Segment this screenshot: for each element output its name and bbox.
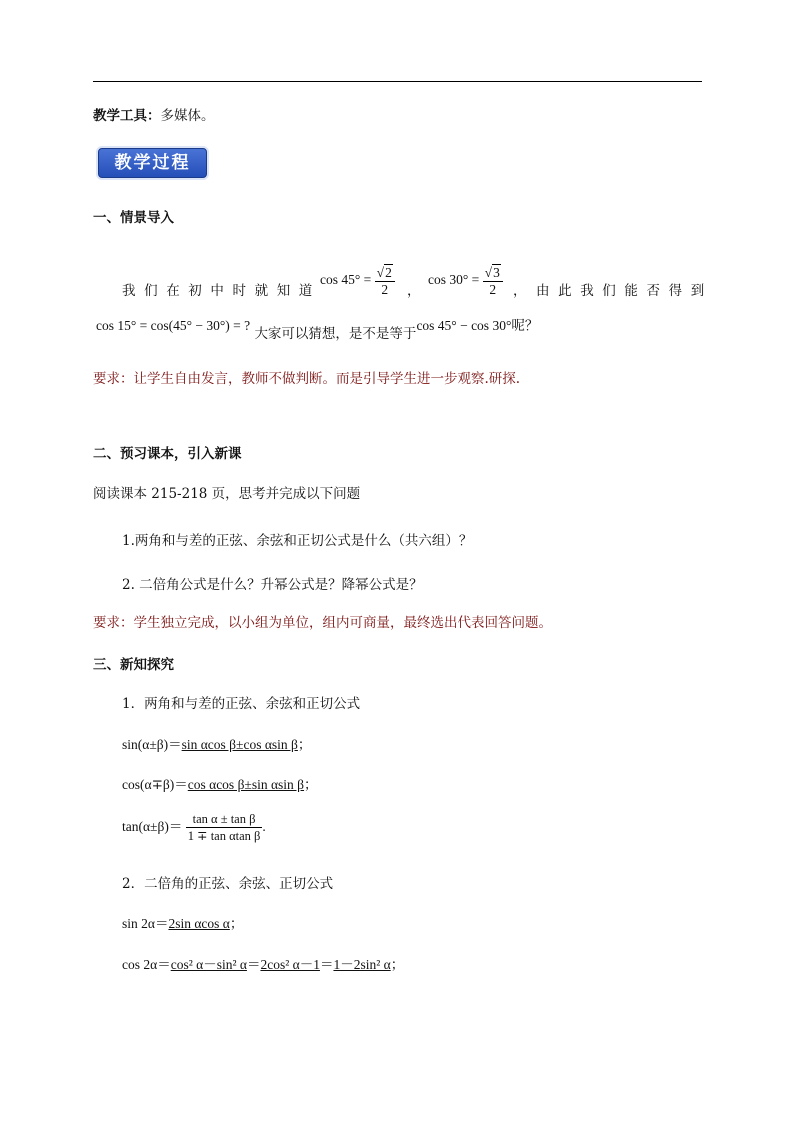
section1-heading: 一、情景导入 (93, 210, 174, 226)
cos-sum-right: cos αcos β±sin αsin β (187, 777, 305, 792)
question-text: 大家可以猜想，是不是等于 (254, 326, 417, 342)
sin-double-left: sin 2α＝ (122, 916, 169, 931)
formula-tan-sum (122, 812, 266, 844)
eq-cos30-left: cos 30° = (428, 272, 480, 288)
sin-sum-left: sin(α±β)＝ (122, 737, 182, 752)
cos-double-form-a: cos² α－sin² α (170, 957, 247, 972)
section2-heading: 二、预习课本，引入新课 (93, 446, 242, 462)
intro-text: 我们在初中时就知道 (122, 283, 321, 299)
eq-cos30 (428, 264, 503, 298)
tan-sum-left: tan(α±β)＝ (122, 819, 183, 835)
tools-label: 教学工具： (93, 108, 161, 124)
comma-2: ， (513, 283, 527, 299)
eq-cos30-den: 2 (489, 282, 497, 297)
cos-sum-left: cos(α∓β)＝ (122, 777, 188, 792)
tools-line (93, 104, 215, 124)
tan-sum-num: tan α ± tan β (186, 812, 263, 828)
subheading-double-angle: 2．二倍角的正弦、余弦、正切公式 (122, 876, 334, 892)
tools-value: 多媒体。 (160, 108, 215, 124)
expr-diff: cos 45° − cos 30° (416, 318, 512, 333)
requirement-1: 要求：让学生自由发言，教师不做判断。而是引导学生进一步观察.研探. (93, 371, 521, 387)
sin-double-right: 2sin αcos α (168, 916, 230, 931)
question-1: 1.两角和与差的正弦、余弦和正切公式是什么（共六组）？ (122, 533, 473, 549)
subheading-sum-diff: 1．两角和与差的正弦、余弦和正切公式 (122, 696, 361, 712)
cos-double-eq-b: ＝ (319, 957, 334, 972)
eq-cos45-num: 2 (385, 265, 392, 280)
tan-sum-end: . (262, 819, 266, 835)
reading-instruction: 阅读课本 215-218 页，思考并完成以下问题 (93, 486, 361, 502)
expr-cos15: cos 15° = cos(45° − 30°) = ? (96, 318, 251, 333)
intro-line (122, 250, 713, 299)
teaching-process-banner: 教学过程 (98, 148, 207, 178)
comma-1: ， (407, 283, 421, 299)
formula-sin-sum (122, 733, 311, 753)
question-line (96, 314, 539, 342)
cos-double-left: cos 2α＝ (122, 957, 171, 972)
section3-heading: 三、新知探究 (93, 657, 174, 673)
cos-double-form-c: 1－2sin² α (333, 957, 391, 972)
header-rule (93, 81, 702, 82)
sin-sum-end: ； (297, 737, 312, 752)
tan-sum-fraction (186, 812, 266, 844)
cos-double-eq-a: ＝ (246, 957, 261, 972)
question-2: 2. 二倍角公式是什么？升幂公式是？降幂公式是？ (122, 577, 423, 593)
cos-double-end: ； (390, 957, 405, 972)
fraction-sqrt3-over-2: $\frac{√3}{2}$ (483, 264, 503, 298)
cos-double-form-b: 2cos² α－1 (260, 957, 320, 972)
requirement-2: 要求：学生独立完成，以小组为单位，组内可商量，最终选出代表回答问题。 (93, 615, 552, 631)
sin-double-end: ； (229, 916, 244, 931)
eq-cos45-den: 2 (381, 282, 389, 297)
eq-cos45 (320, 264, 395, 298)
question-end: 呢？ (511, 318, 539, 334)
eq-cos45-left: cos 45° = (320, 272, 372, 288)
formula-sin-double (122, 912, 243, 932)
eq-cos30-num: 3 (493, 265, 500, 280)
formula-cos-sum (122, 773, 318, 793)
formula-cos-double (122, 953, 404, 973)
sin-sum-right: sin αcos β±cos αsin β (181, 737, 298, 752)
intro-tail: 由此我们能否得到 (536, 283, 713, 299)
tan-sum-den: 1 ∓ tan αtan β (187, 829, 261, 843)
fraction-sqrt2-over-2: $\frac{√2}{2}$ (375, 264, 395, 298)
cos-sum-end: ； (304, 777, 318, 792)
